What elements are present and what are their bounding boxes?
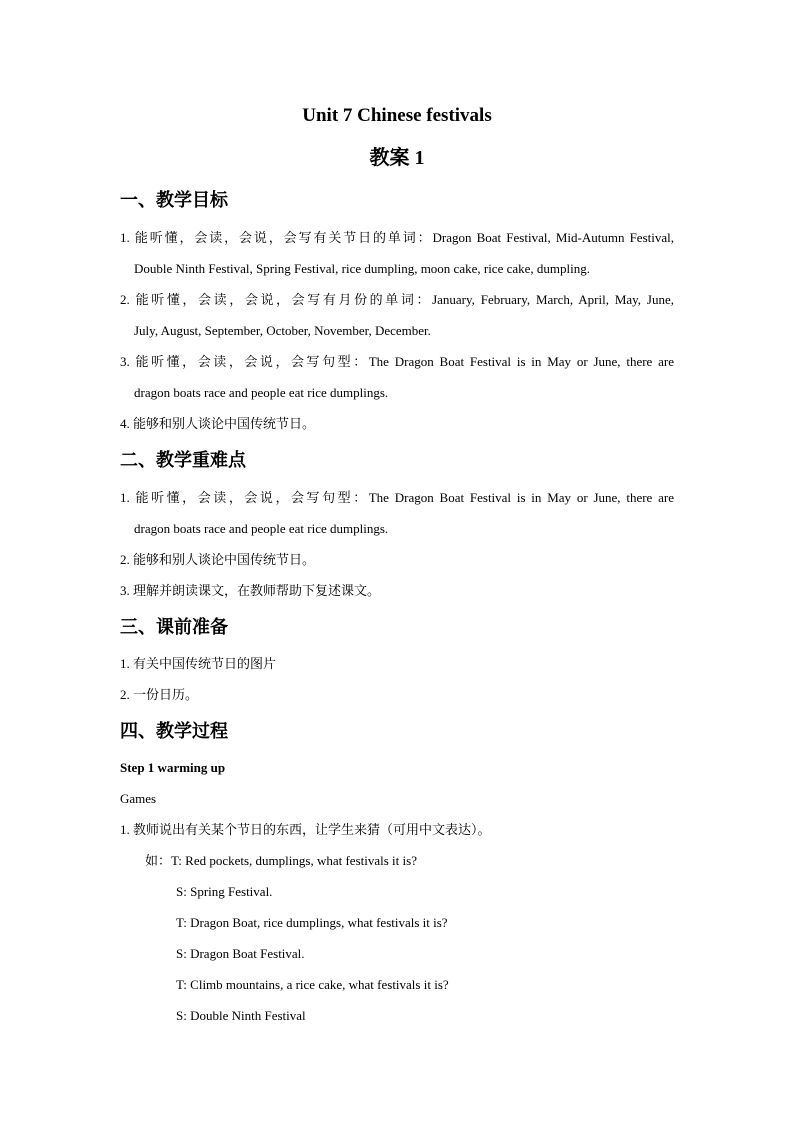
objective-1-line-2: Double Ninth Festival, Spring Festival, rice dumpling, moon cake, rice cake, dumpling. [134, 261, 590, 276]
section-heading-key-points: 二、教学重难点 [120, 450, 246, 471]
key-point-1-line-2: dragon boats race and people eat rice dumplings. [134, 521, 389, 536]
example-line-2: S: Spring Festival. [176, 884, 273, 899]
objective-3-line-1: 3. 能听懂，会读，会说，会写句型：The Dragon Boat Festival is in May or June, there are [120, 354, 674, 369]
key-point-1-line-1: 1. 能听懂，会读，会说，会写句型：The Dragon Boat Festival is in May or June, there are [120, 490, 674, 505]
procedure-item-1: 1. 教师说出有关某个节日的东西，让学生来猜（可用中文表达）。 [120, 822, 491, 837]
preparation-1: 1. 有关中国传统节日的图片 [120, 656, 277, 671]
objective-4: 4. 能够和别人谈论中国传统节日。 [120, 416, 316, 431]
objective-2-line-2: July, August, September, October, November, December. [134, 323, 431, 338]
objective-1-line-1: 1. 能听懂，会读，会说，会写有关节日的单词：Dragon Boat Festival, Mid-Autumn Festival, [120, 230, 674, 245]
section-heading-procedure: 四、教学过程 [120, 721, 228, 742]
objective-2-line-1: 2. 能听懂，会读，会说，会写有月份的单词：January, February, March, April, May, June, [120, 292, 674, 307]
example-line-4: S: Dragon Boat Festival. [176, 946, 305, 961]
example-line-3: T: Dragon Boat, rice dumplings, what festivals it is? [176, 915, 448, 930]
example-line-6: S: Double Ninth Festival [176, 1008, 306, 1023]
example-line-1: 如：T: Red pockets, dumplings, what festivals it is? [145, 853, 417, 868]
preparation-2: 2. 一份日历。 [120, 687, 199, 702]
key-point-3: 3. 理解并朗读课文，在教师帮助下复述课文。 [120, 583, 381, 598]
document-title: Unit 7 Chinese festivals [302, 105, 492, 126]
step-1-title: Step 1 warming up [120, 760, 226, 775]
key-point-2: 2. 能够和别人谈论中国传统节日。 [120, 552, 316, 567]
games-label: Games [120, 791, 157, 806]
example-line-5: T: Climb mountains, a rice cake, what festivals it is? [176, 977, 449, 992]
document-subtitle: 教案 1 [369, 147, 425, 169]
objective-3-line-2: dragon boats race and people eat rice dumplings. [134, 385, 389, 400]
section-heading-objectives: 一、教学目标 [120, 190, 228, 211]
section-heading-preparation: 三、课前准备 [120, 617, 228, 638]
